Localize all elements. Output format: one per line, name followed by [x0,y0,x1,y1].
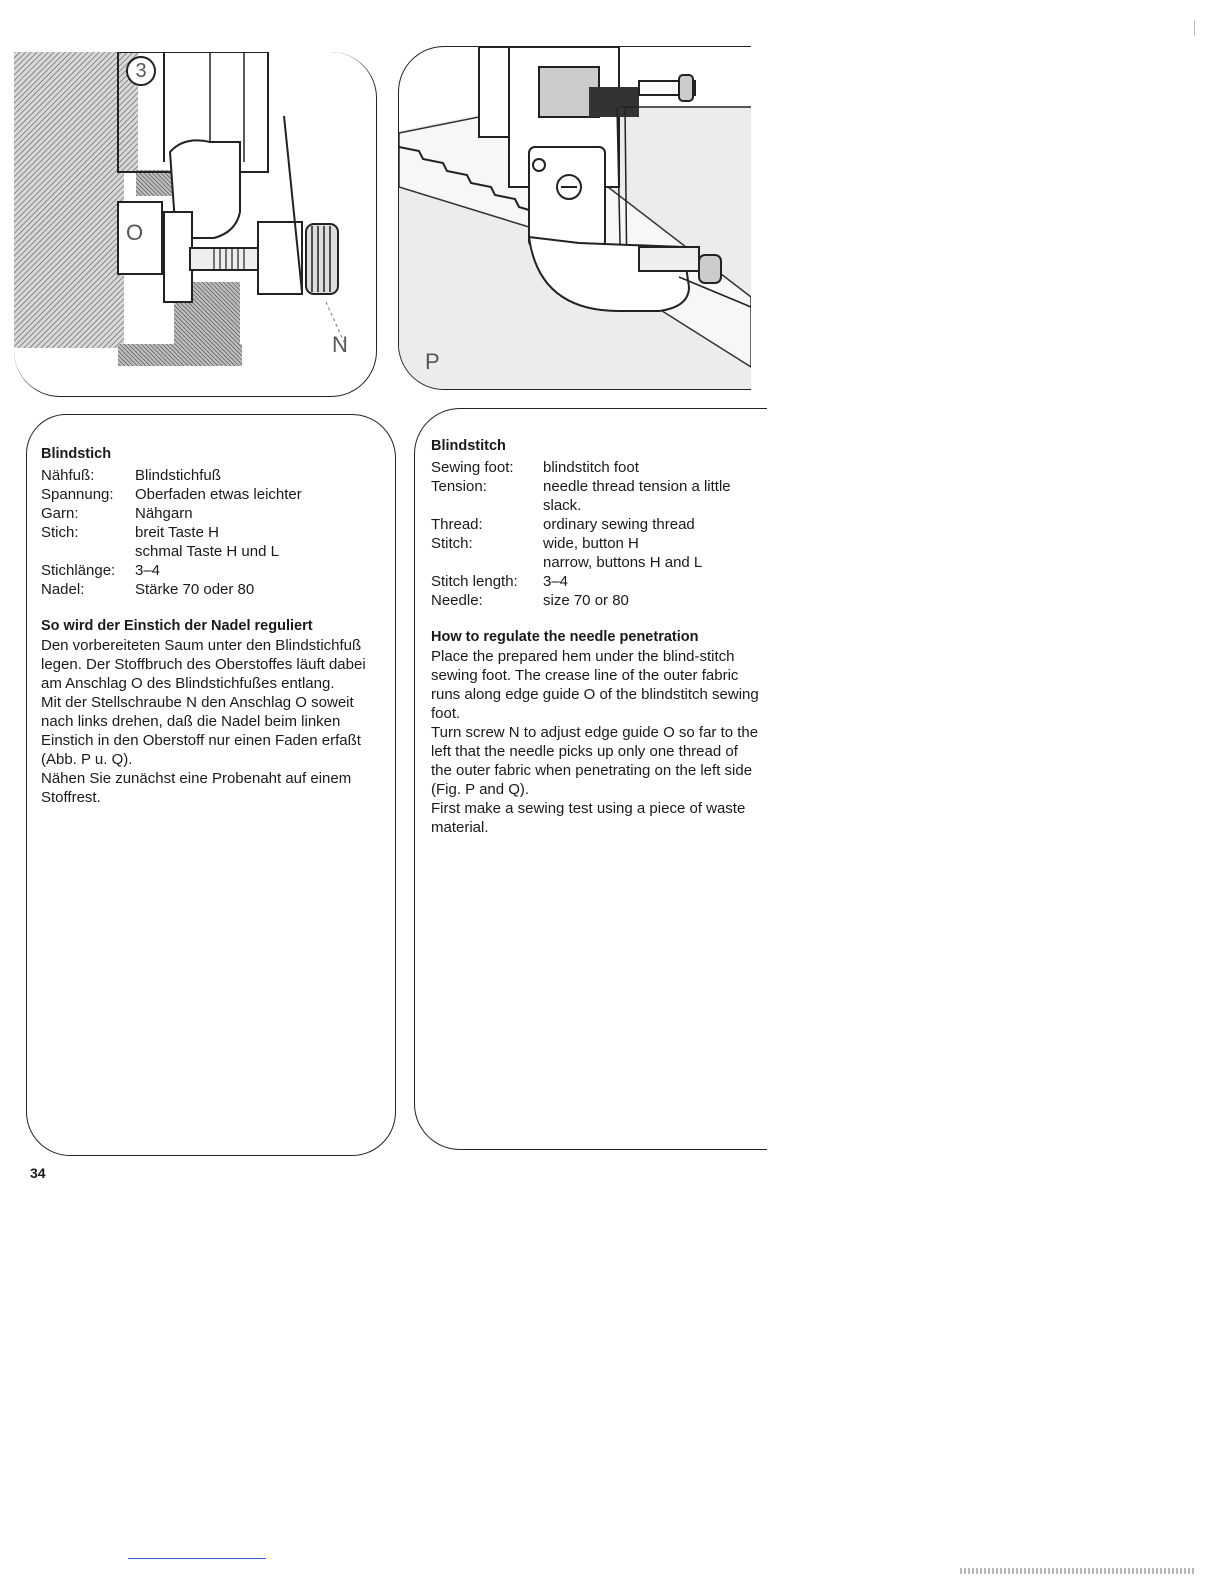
sewing-view-illustration [399,47,751,389]
figure-number-badge: 3 [126,56,156,86]
label-edge-guide-o: O [126,220,144,245]
spec-value: blindstitch foot [543,459,639,476]
german-subheading: So wird der Einstich der Nadel reguliert [41,618,313,634]
spec-value: Oberfaden etwas leichter [135,486,302,503]
scan-edge-artifact [960,1568,1194,1574]
english-spec-row [431,591,761,610]
spec-value: Blindstichfuß [135,467,221,484]
english-paragraph: First make a sewing test using a piece of waste material. [431,800,746,836]
german-spec-row [41,561,371,580]
german-title: Blindstich [41,446,112,462]
spec-key: Stitch: [431,535,473,552]
spec-key: Stitch length: [431,573,518,590]
german-spec-row [41,485,371,504]
spec-value: wide, button H [543,535,639,552]
german-spec-row [41,504,371,523]
spec-key: Thread: [431,516,483,533]
english-spec-row [431,534,761,553]
german-paragraph: Mit der Stellschraube N den Anschlag O soweit nach links drehen, daß die Nadel beim linken Einstich in den Oberstoff nur einen Faden erfaßt (Abb. P u. Q). [41,694,361,768]
english-paragraph: Place the prepared hem under the blind-stitch sewing foot. The crease line of the outer fabric runs along edge guide O of the blindstitch sewing foot. [431,648,759,722]
page-number: 34 [30,1165,46,1181]
english-content [431,437,761,837]
english-subheading: How to regulate the needle penetration [431,629,699,645]
english-spec-row [431,553,761,572]
margin-mark [1194,20,1195,36]
spec-value: narrow, buttons H and L [543,554,703,571]
english-paragraph: Turn screw N to adjust edge guide O so far to the left that the needle picks up only one thread of the outer fabric when penetrating on the left side (Fig. P and Q). [431,724,759,798]
spec-value: Nähgarn [135,505,193,522]
spec-value: schmal Taste H und L [135,543,279,560]
spec-key: Needle: [431,592,483,609]
english-spec-row [431,572,761,591]
spec-key: Nadel: [41,581,85,598]
english-spec-row [431,458,761,477]
foot-closeup-illustration [14,52,376,396]
spec-value: 3–4 [543,573,569,590]
english-spec-row [431,477,761,515]
german-spec-row [41,466,371,485]
german-spec-row [41,542,371,561]
spec-key: Tension: [431,478,487,495]
spec-key: Garn: [41,505,79,522]
spec-key: Stichlänge: [41,562,116,579]
spec-value: needle thread tension a little slack. [543,478,731,514]
english-title: Blindstitch [431,438,506,454]
spec-value: Stärke 70 oder 80 [135,581,255,598]
spec-key [431,553,543,572]
label-screw-n: N [332,332,348,357]
english-spec-row [431,515,761,534]
figure-blindstitch-sewing-view [398,46,751,390]
label-figure-p: P [425,349,440,374]
german-content [41,445,371,807]
footer-rule [128,1558,266,1559]
english-instructions-panel [414,408,767,1150]
german-instructions-panel [26,414,396,1156]
figure-blindstitch-foot-closeup [14,52,377,397]
spec-value: ordinary sewing thread [543,516,695,533]
spec-value: breit Taste H [135,524,219,541]
spec-key: Sewing foot: [431,459,514,476]
spec-key: Spannung: [41,486,114,503]
spec-value: size 70 or 80 [543,592,629,609]
german-spec-row [41,523,371,542]
german-paragraph: Den vorbereiteten Saum unter den Blindstichfuß legen. Der Stoffbruch des Oberstoffes läuft dabei am Anschlag O des Blindstichfußes entlang. [41,637,366,692]
german-paragraph: Nähen Sie zunächst eine Probenaht auf einem Stoffrest. [41,770,352,806]
german-spec-row [41,580,371,599]
spec-value: 3–4 [135,562,161,579]
spec-key: Nähfuß: [41,467,95,484]
spec-key [41,542,135,561]
spec-key: Stich: [41,524,79,541]
